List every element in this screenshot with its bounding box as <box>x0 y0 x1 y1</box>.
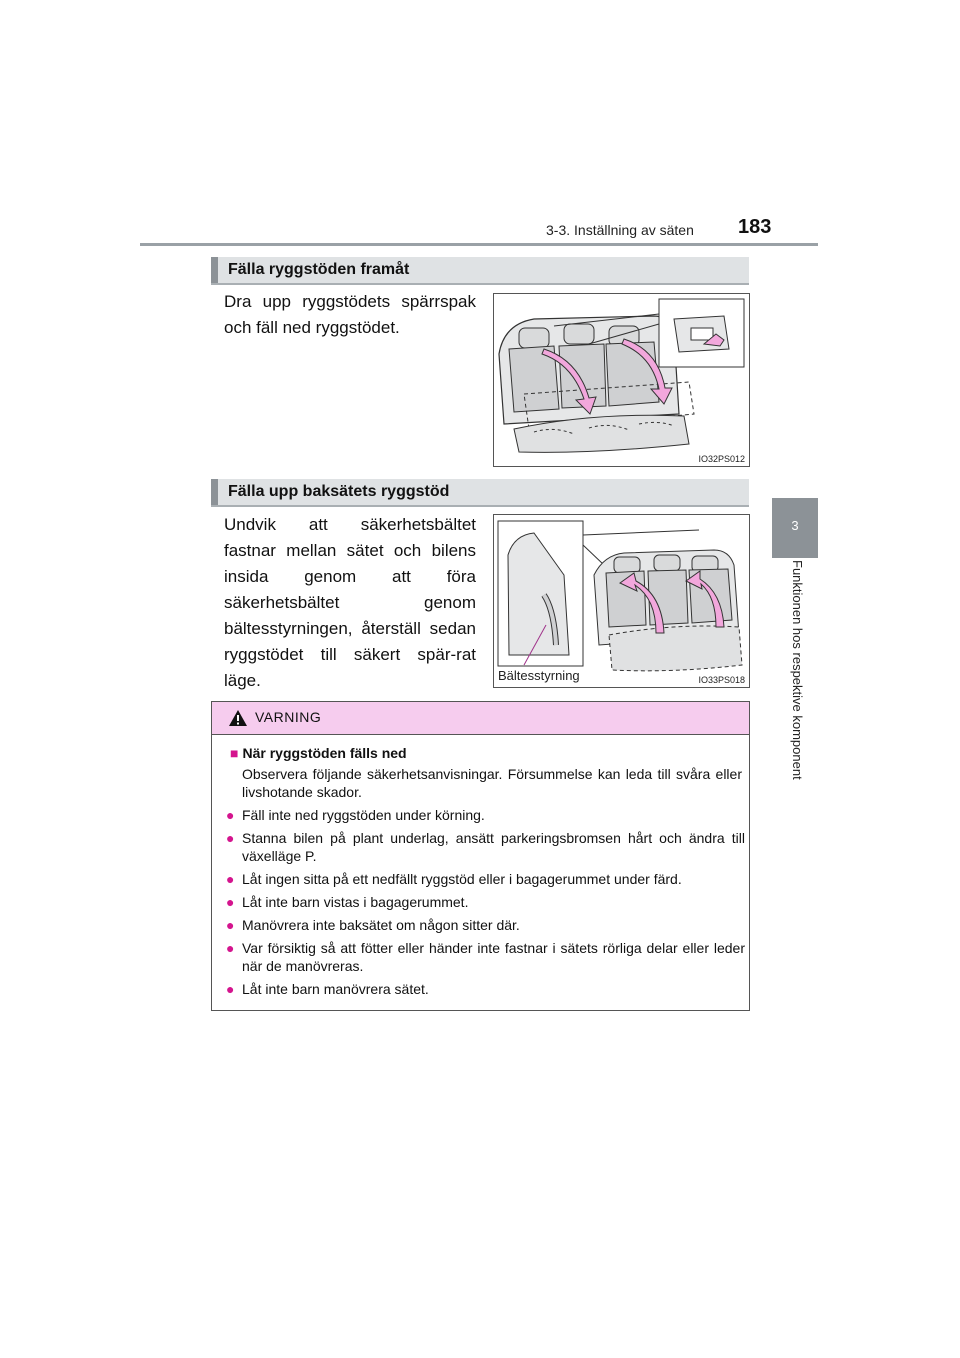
section-heading-fold-up <box>211 479 749 507</box>
figure-code: IO33PS018 <box>698 675 745 685</box>
section-heading-fold-forward <box>211 257 749 285</box>
heading-bar <box>211 479 218 505</box>
warning-triangle-icon <box>228 709 248 727</box>
warning-subheading: ■ När ryggstöden fälls ned <box>230 745 407 761</box>
section1-text: Dra upp ryggstödets spärrspak och fäll ned ryggstödet. <box>224 292 476 337</box>
figure-fold-forward <box>493 293 750 467</box>
bullet-icon: ● <box>226 807 235 823</box>
section-title: 3-3. Inställning av säten <box>546 222 694 238</box>
list-item: ● Stanna bilen på plant underlag, ansätt parkeringsbromsen hårt och ändra till växelläge P. <box>226 830 745 864</box>
chapter-number: 3 <box>791 518 799 533</box>
page-number: 183 <box>738 216 772 238</box>
header-rule <box>140 243 818 246</box>
section2-text: Undvik att säkerhetsbältet fastnar mellan sätet och bilens insida genom att föra säkerhetsbältet genom bältesstyrningen, återställ sedan ryggstödet till säkert spär-rat läge. <box>224 515 476 690</box>
bullet-icon: ● <box>226 981 235 997</box>
list-item: ● Manövrera inte baksätet om någon sitter där. <box>226 917 520 933</box>
bullet-icon: ● <box>226 940 235 956</box>
heading-bar <box>211 257 218 283</box>
chapter-label: Funktionen hos respektive komponent <box>790 560 805 780</box>
square-bullet-icon: ■ <box>230 745 239 761</box>
seat-fold-illustration <box>494 294 749 466</box>
list-item: ● Var försiktig så att fötter eller händer inte fastnar i sätets rörliga delar eller leder när de manövreras. <box>226 940 745 974</box>
bullet-icon: ● <box>226 871 235 887</box>
warning-intro: Observera följande säkerhetsanvisningar. Försummelse kan leda till svåra eller livshotande skador. <box>242 766 742 800</box>
bullet-icon: ● <box>226 894 235 910</box>
list-item: ● Låt inte barn manövrera sätet. <box>226 981 429 997</box>
belt-guide-illustration <box>494 515 749 687</box>
warning-list <box>226 806 745 1003</box>
figure-code: IO32PS012 <box>698 454 745 464</box>
section-heading-text: Fälla ryggstöden framåt <box>228 261 410 278</box>
warning-box <box>211 701 750 1011</box>
figure-fold-up <box>493 514 750 688</box>
warning-title: VARNING <box>255 709 322 725</box>
list-item: ● Fäll inte ned ryggstöden under körning. <box>226 807 485 823</box>
list-item: ● Låt inte barn vistas i bagagerummet. <box>226 894 469 910</box>
warning-header <box>212 702 749 735</box>
list-item: ● Låt ingen sitta på ett nedfällt ryggstöd eller i bagagerummet under färd. <box>226 871 682 887</box>
bullet-icon: ● <box>226 830 235 846</box>
belt-guide-label: Bältesstyrning <box>498 668 580 683</box>
section-heading-text: Fälla upp baksätets ryggstöd <box>228 483 450 500</box>
bullet-icon: ● <box>226 917 235 933</box>
